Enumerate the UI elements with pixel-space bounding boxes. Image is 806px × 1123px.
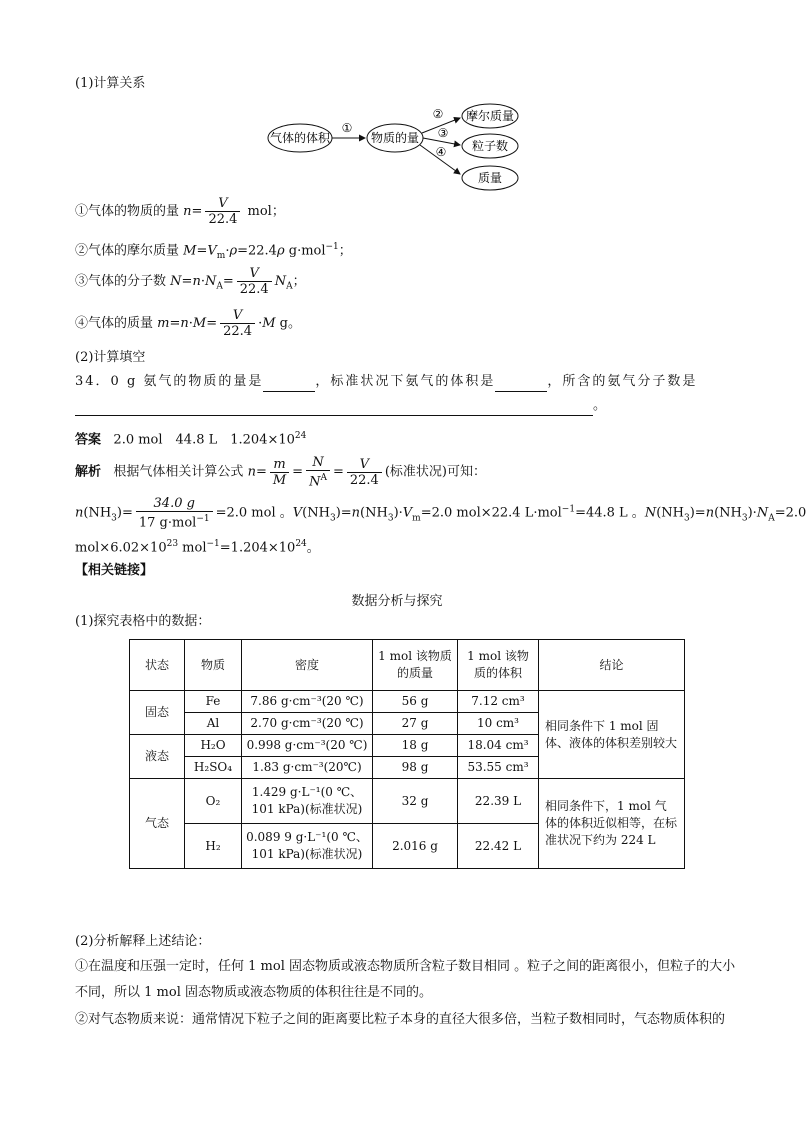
cell-density: 1.83 g·cm⁻³(20℃) [242, 757, 373, 779]
cell-volume: 10 cm³ [458, 713, 539, 735]
section1-title: (1)计算关系 [75, 76, 146, 91]
formula-3: ③气体的分子数 $N=n\cdot N_A=$ $\frac{V}{22.4}$ $N_A$； [75, 266, 306, 297]
section2-title: (2)计算填空 [75, 350, 146, 365]
arrow-label-2: ② [432, 107, 444, 121]
cell-density: 0.089 9 g·L⁻¹(0 ℃、101 kPa)(标准状况) [242, 824, 373, 869]
cell-mass: 27 g [373, 713, 458, 735]
arrow-label-4: ④ [435, 145, 447, 159]
table-intro: (1)探究表格中的数据： [75, 614, 211, 629]
calculation-line-1: $n(NH_3)=$ $\frac{34.0 g}{17 g\cdot mol^{-1}}$ =2.0 mol 。$V(NH_3)=n(NH_3)\cdot V_m=2.0$ mol×22.4 L·mol$^{-1}$=44.8 L 。$N(NH_3)=n(NH_3)\cdot N_A=2.0$ [75, 496, 806, 531]
cell-volume: 53.55 cm³ [458, 757, 539, 779]
answer-blank-2[interactable] [495, 391, 547, 392]
state-solid: 固态 [130, 691, 185, 735]
answer-line: 答案 2.0 mol 44.8 L $1.204\times 10^{24}$ [75, 431, 307, 448]
relation-diagram [260, 100, 530, 195]
th-conclusion: 结论 [539, 640, 685, 691]
particles-label: 粒子数 [471, 139, 509, 153]
cell-mass: 32 g [373, 779, 458, 824]
table-row [130, 779, 685, 824]
question-line: 34．0 g 氨气的物质的量是 ，标准状况下氨气的体积是 ，所含的氨气分子数是 [75, 372, 697, 392]
cell-substance: Fe [185, 691, 242, 713]
point1-line2: 不同，所以 1 mol 固态物质或液态物质的体积往往是不同的。 [75, 985, 432, 1000]
cell-volume: 22.39 L [458, 779, 539, 824]
cell-density: 2.70 g·cm⁻³(20 ℃) [242, 713, 373, 735]
th-molar-volume: 1 mol 该物质的体积 [458, 640, 539, 691]
cell-mass: 56 g [373, 691, 458, 713]
formula-1: ①气体的物质的量 n= $\frac{V}{22.4}$ mol； [75, 196, 285, 227]
th-state: 状态 [130, 640, 185, 691]
cell-substance: O₂ [185, 779, 242, 824]
cell-substance: H₂ [185, 824, 242, 869]
related-link: 【相关链接】 [75, 563, 154, 578]
cell-mass: 98 g [373, 757, 458, 779]
formula-4: ④气体的质量 m=n·M= $\frac{V}{22.4}$ ·M g。 [75, 308, 301, 339]
cell-volume: 22.42 L [458, 824, 539, 869]
table-row [130, 691, 685, 713]
cell-substance: H₂O [185, 735, 242, 757]
answer-blank-1[interactable] [263, 391, 315, 392]
data-table [129, 639, 685, 869]
answer-blank-3[interactable] [75, 415, 593, 416]
cell-volume: 7.12 cm³ [458, 691, 539, 713]
molar-mass-label: 摩尔质量 [465, 109, 515, 123]
th-substance: 物质 [185, 640, 242, 691]
state-gas: 气态 [130, 779, 185, 869]
analysis-line: 解析 根据气体相关计算公式 n= $\frac{m}{M}$ = $\frac{N}{N^A}$ = $\frac{V}{22.4}$ (标准状况)可知： [75, 455, 486, 490]
point1-line1: ①在温度和压强一定时，任何 1 mol 固态物质或液态物质所含粒子数目相同 。粒子之间的距离很小，但粒子的大小 [75, 959, 736, 974]
cell-mass: 18 g [373, 735, 458, 757]
point2-line1: ②对气态物质来说：通常情况下粒子之间的距离要比粒子本身的直径大很多倍，当粒子数相同时，气态物质体积的 [75, 1012, 726, 1027]
amount-label: 物质的量 [370, 131, 420, 145]
mass-label: 质量 [477, 171, 503, 185]
conclusion-gas: 相同条件下，1 mol 气体的体积近似相等，在标准状况下约为 224 L [539, 779, 685, 869]
formula-2: ②气体的摩尔质量 $M=V_m\cdot\rho=22.4\rho$ g·mol$^{-1}$； [75, 242, 352, 261]
state-liquid: 液态 [130, 735, 185, 779]
cell-density: 7.86 g·cm⁻³(20 ℃) [242, 691, 373, 713]
cell-substance: H₂SO₄ [185, 757, 242, 779]
gas-volume-label: 气体的体积 [269, 131, 331, 145]
cell-mass: 2.016 g [373, 824, 458, 869]
cell-substance: Al [185, 713, 242, 735]
table-header-row [130, 640, 685, 691]
cell-density: 0.998 g·cm⁻³(20 ℃) [242, 735, 373, 757]
analysis2-title: (2)分析解释上述结论： [75, 934, 211, 949]
th-density: 密度 [242, 640, 373, 691]
conclusion-solid-liquid: 相同条件下 1 mol 固体、液体的体积差别较大 [539, 691, 685, 779]
arrow-label-3: ③ [437, 126, 449, 140]
cell-volume: 18.04 cm³ [458, 735, 539, 757]
arrow-label-1: ① [341, 121, 353, 135]
th-molar-mass: 1 mol 该物质的质量 [373, 640, 458, 691]
table-title: 数据分析与探究 [351, 594, 443, 609]
cell-density: 1.429 g·L⁻¹(0 ℃、101 kPa)(标准状况) [242, 779, 373, 824]
calculation-line-2: $mol\times 6.02\times 10^{23}$ $mol^{-1}=1.204\times 10^{24}$。 [75, 539, 320, 556]
question-line-2: 。 [75, 396, 606, 416]
